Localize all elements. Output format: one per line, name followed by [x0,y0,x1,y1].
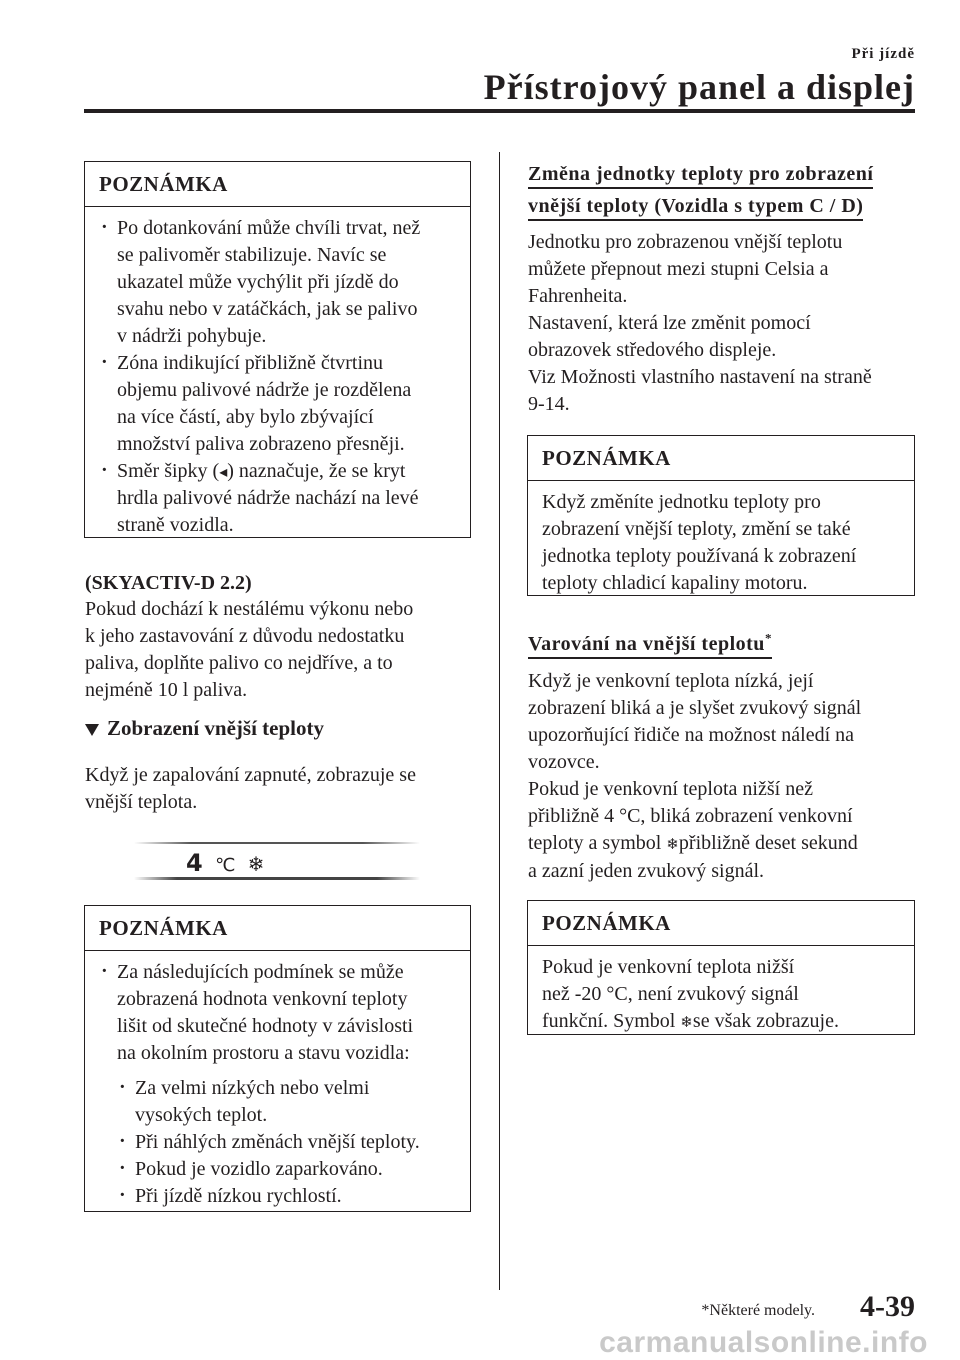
note-subitem: · Za velmi nízkých nebo velmi vysokých teplot. [99,1075,456,1129]
text-line: na více částí, aby bylo zbývající [117,406,374,428]
snowflake-icon: ❄ [666,835,679,853]
note-title: POZNÁMKA [528,436,914,481]
temperature-heading: Zobrazení vnější teploty [85,716,324,741]
text-line: Když změníte jednotku teploty pro [542,491,821,513]
text-line: než -20 °C, není zvukový signál [542,983,799,1005]
note-subitem: · Pokud je vozidlo zaparkováno. [99,1156,456,1183]
text-line: · Po dotankování může chvíli trvat, než [117,217,421,239]
watermark: carmanualsonline.info [599,1326,928,1359]
snowflake-icon: ❄ [680,1013,693,1031]
text-line: zobrazená hodnota venkovní teploty [117,988,408,1010]
skyactiv-text: Pokud dochází k nestálému výkonu nebo k jeho zastavování z důvodu nedostatku paliva, doplňte palivo co nejdříve, a to nejméně 10 l paliva. [85,598,414,701]
temperature-display [134,838,420,880]
note-title: POZNÁMKA [85,906,470,951]
section-label: Při jízdě [851,46,915,62]
warning-text: Když je venkovní teplota nízká, její zobrazení bliká a je slyšet zvukový signál upozorňující řidiče na možnost náledí na vozovce. Pokud je venkovní teplota nižší než přibližně 4 °C, bliká zobrazení venkovní teploty a symbol ❄přibližně deset sekund a zazní jeden zvukový signál. [528,670,862,882]
text-line: se palivoměr stabilizuje. Navíc se [117,244,387,266]
unit-change-text: Jednotku pro zobrazenou vnější teplotu můžete přepnout mezi stupni Celsia a Fahrenheita. Nastavení, která lze změnit pomocí obrazovek středového displeje. Viz Možnosti vlastního nastavení na straně 9-14. [528,231,872,415]
note-unit-change [527,435,915,596]
temperature-value: 4 [186,849,205,877]
fuel-arrow-icon: ◂ [219,462,228,481]
note-fuel-gauge [84,161,471,538]
temperature-text: Když je zapalování zapnuté, zobrazuje se vnější teplota. [85,764,416,813]
note-title: POZNÁMKA [528,901,914,946]
text-line: množství paliva zobrazeno přesněji. [117,433,405,455]
text-line: · Směr šipky (◂) naznačuje, že se kryt [117,458,456,485]
note-subitem: · Při jízdě nízkou rychlostí. [99,1183,456,1210]
snowflake-icon: ❄ [247,852,267,876]
text-line: na okolním prostoru a stavu vozidla: [117,1042,410,1064]
header-rule [84,109,915,113]
footnote: *Některé modely. [701,1302,815,1319]
text-line: lišit od skutečné hodnoty v závislosti [117,1015,414,1037]
text-line: svahu nebo v zatáčkách, jak se palivo [117,298,418,320]
text-line: ukazatel může vychýlit při jízdě do [117,271,399,293]
note-item [99,215,456,350]
text-line: objemu palivové nádrže je rozdělena [117,379,412,401]
text-line: v nádrži pohybuje. [117,325,267,347]
text-line: straně vozidla. [117,514,234,536]
note-subitem: · Při náhlých změnách vnější teploty. [99,1129,456,1156]
triangle-marker-icon [85,724,99,736]
note-temperature-accuracy [84,905,471,1212]
skyactiv-heading: (SKYACTIV-D 2.2) [85,572,252,594]
text-line: funkční. Symbol ❄se však zobrazuje. [542,1010,839,1032]
text-line: · Zóna indikující přibližně čtvrtinu [117,352,384,374]
page-number: 4-39 [860,1290,915,1323]
text-line: jednotka teploty používaná k zobrazení [542,545,857,567]
text-line: zobrazení vnější teploty, změní se také [542,518,851,540]
note-item [99,458,456,539]
warning-heading: Varování na vnější teplotu* [528,624,772,658]
text-line: · Za následujících podmínek se může [117,961,404,983]
note-title: POZNÁMKA [85,162,470,207]
text-line: Pokud je venkovní teplota nižší [542,956,795,978]
note-item [99,350,456,458]
column-divider [499,152,500,1290]
unit-change-heading: Změna jednotky teploty pro zobrazení vnější teploty (Vozidla s typem C / D) [528,160,873,220]
page-title: Přístrojový panel a displej [483,67,915,107]
note-low-temperature [527,900,915,1035]
text-line: teploty chladicí kapaliny motoru. [542,572,808,594]
temperature-unit: ℃ [215,855,238,876]
note-item [99,959,456,1067]
text-line: hrdla palivové nádrže nachází na levé [117,487,419,509]
